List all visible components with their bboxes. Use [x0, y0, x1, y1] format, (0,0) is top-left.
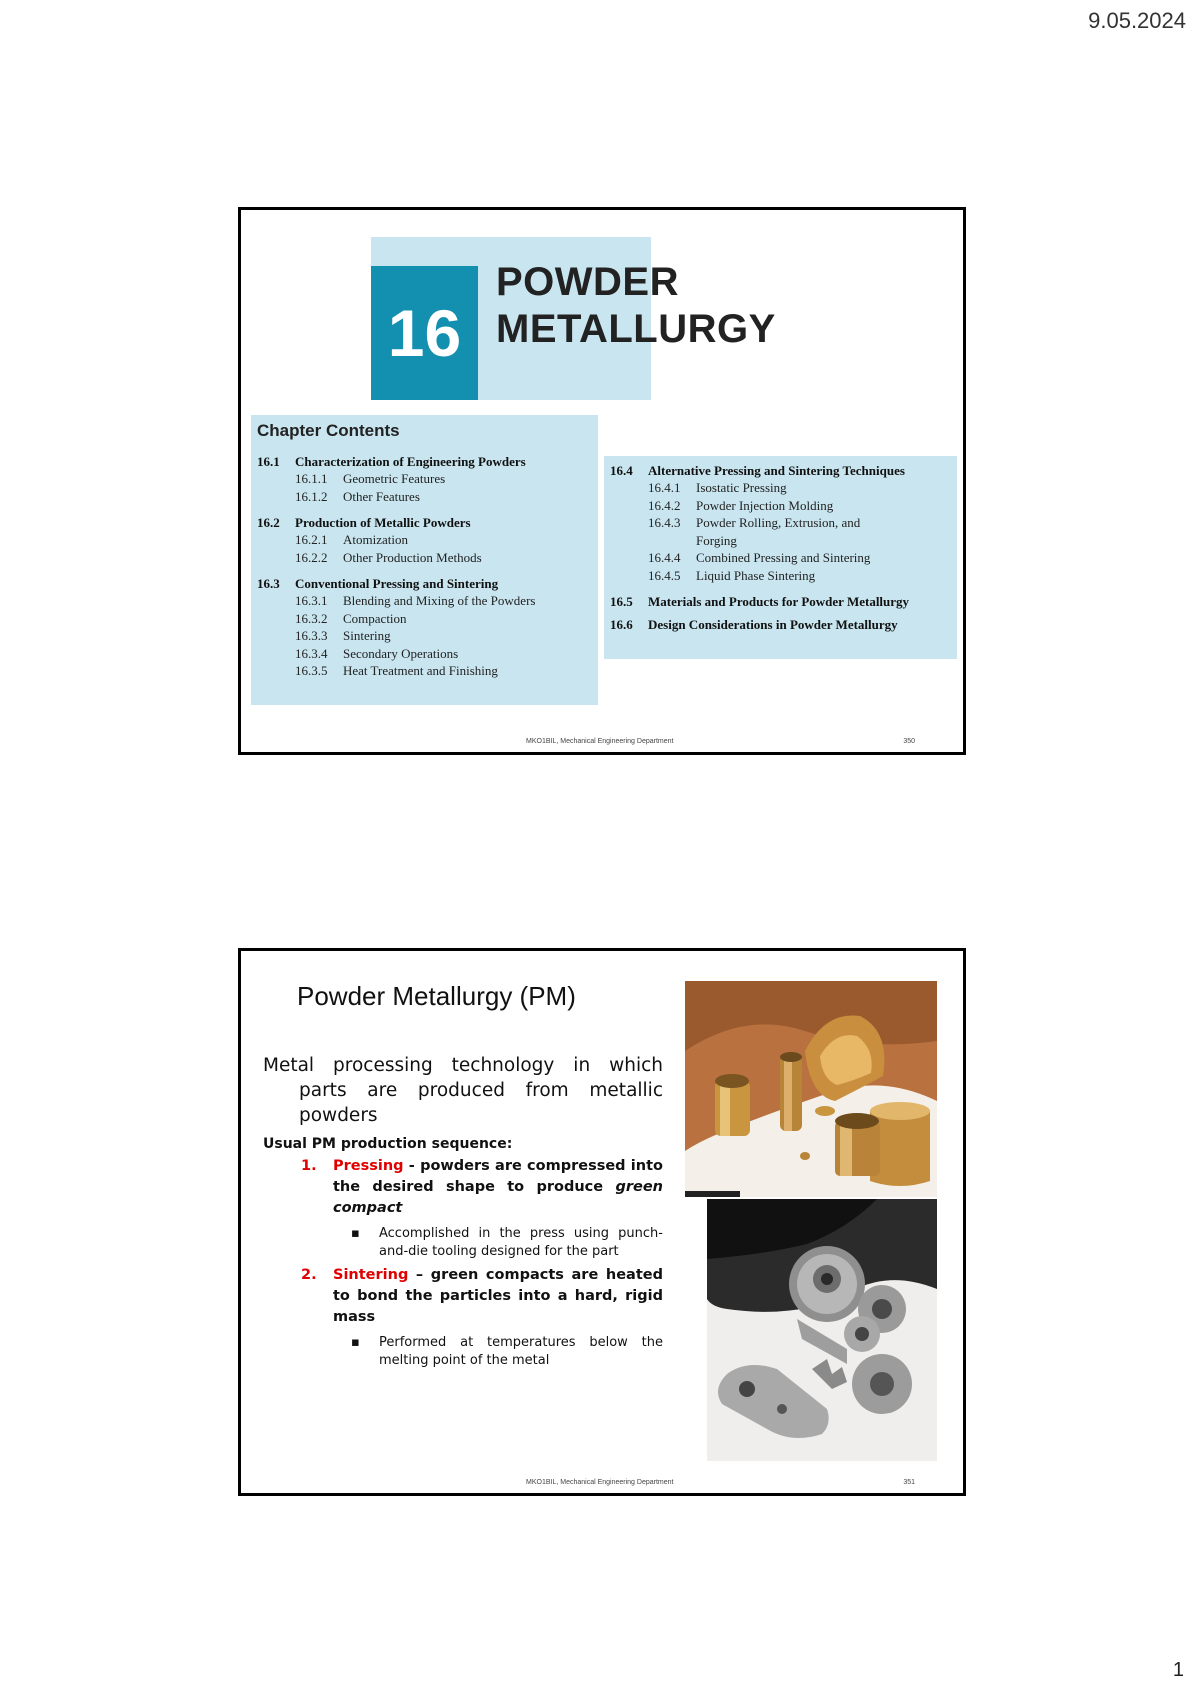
subsection-number: 16.1.1 — [295, 471, 328, 486]
subsection-number: 16.4.2 — [648, 497, 681, 513]
subsection-title: Geometric Features — [343, 471, 446, 486]
slide-body — [263, 1053, 663, 1370]
subsection-title: Powder Injection Molding — [696, 497, 834, 513]
section-title: Design Considerations in Powder Metallurgy — [648, 617, 898, 632]
subsection-title: Heat Treatment and Finishing — [343, 663, 498, 678]
step-text: powders are compressed into the desired shape to produce — [333, 1158, 663, 1195]
chapter-number: 16 — [371, 266, 478, 400]
subsection-number: 16.2.1 — [295, 532, 328, 547]
chapter-title-line2: METALLURGY — [496, 307, 776, 351]
slide-powder-metallurgy — [238, 948, 966, 1496]
subsection-title: Liquid Phase Sintering — [696, 567, 816, 583]
step-separator: - — [403, 1158, 421, 1174]
subsection-number: 16.4.5 — [648, 567, 681, 583]
subsection-number: 16.3.5 — [295, 663, 328, 678]
subsection-number: 16.2.2 — [295, 549, 328, 565]
step-emphasis: green compact — [333, 1179, 663, 1216]
subsection-title: Other Features — [343, 488, 420, 504]
step-pressing — [301, 1156, 663, 1219]
page-number: 1 — [1172, 1659, 1184, 1681]
page-date: 9.05.2024 — [1088, 8, 1186, 33]
subsection-title: Secondary Operations — [343, 645, 459, 661]
toc-section — [257, 514, 592, 566]
section-number: 16.3 — [257, 576, 280, 591]
subsection-number: 16.4.1 — [648, 480, 681, 495]
subsection-number: 16.1.2 — [295, 488, 328, 504]
bearings-photo — [685, 981, 937, 1197]
section-number: 16.6 — [610, 617, 633, 632]
footer-department: MKO1BIL, Mechanical Engineering Department — [526, 1479, 674, 1486]
footer-department: MKO1BIL, Mechanical Engineering Department — [526, 738, 674, 745]
section-title: Materials and Products for Powder Metallurgy — [648, 594, 910, 609]
bullet-icon: ▪ — [351, 1335, 360, 1350]
subsection-title: Powder Rolling, Extrusion, and Forging — [696, 515, 861, 548]
slide-chapter-contents — [238, 207, 966, 755]
sequence-heading: Usual PM production sequence: — [263, 1136, 513, 1152]
subsection-number: 16.3.2 — [295, 610, 328, 626]
subsection-title: Other Production Methods — [343, 549, 482, 565]
subsection-title: Atomization — [343, 532, 408, 547]
footer-slide-number: 351 — [903, 1479, 915, 1486]
section-title: Conventional Pressing and Sintering — [295, 576, 499, 591]
section-number: 16.5 — [610, 594, 633, 609]
subsection-title: Sintering — [343, 628, 391, 643]
toc-section — [257, 453, 592, 505]
subsection-number: 16.3.1 — [295, 593, 328, 608]
slide-title: Powder Metallurgy (PM) — [297, 981, 576, 1011]
subsection-number: 16.3.3 — [295, 628, 328, 643]
section-number: 16.1 — [257, 454, 280, 469]
section-title: Alternative Pressing and Sintering Techniques — [648, 463, 905, 478]
step-separator: – — [408, 1267, 431, 1283]
gears-photo — [707, 1199, 937, 1461]
footer-slide-number: 350 — [903, 738, 915, 745]
definition-text: Metal processing technology in which parts are produced from metallic powders — [263, 1055, 663, 1126]
step-term: Sintering — [333, 1267, 409, 1283]
bullet-text: Performed at temperatures below the melting point of the metal — [379, 1335, 663, 1368]
bullet-icon: ▪ — [351, 1226, 360, 1241]
subsection-title: Compaction — [343, 610, 407, 626]
subsection-title: Combined Pressing and Sintering — [696, 550, 871, 565]
section-number: 16.4 — [610, 463, 633, 478]
contents-heading: Chapter Contents — [257, 421, 400, 440]
section-title: Production of Metallic Powders — [295, 515, 471, 530]
step-bullet — [351, 1225, 663, 1261]
step-text: green compacts are heated to bond the particles into a hard, rigid mass — [333, 1267, 663, 1325]
toc-left-panel — [251, 415, 598, 705]
toc-section — [257, 575, 592, 680]
subsection-number: 16.4.4 — [648, 550, 681, 565]
step-sintering — [301, 1265, 663, 1328]
subsection-title: Blending and Mixing of the Powders — [343, 593, 536, 608]
section-number: 16.2 — [257, 515, 280, 530]
subsection-number: 16.4.3 — [648, 515, 681, 530]
step-number: 2. — [301, 1267, 317, 1283]
bullet-text: Accomplished in the press using punch-and-die tooling designed for the part — [379, 1226, 663, 1259]
subsection-number: 16.3.4 — [295, 645, 328, 661]
toc-right-panel — [604, 456, 957, 659]
step-bullet — [351, 1334, 663, 1370]
step-number: 1. — [301, 1158, 317, 1174]
section-title: Characterization of Engineering Powders — [295, 454, 526, 469]
toc-section — [610, 462, 951, 584]
chapter-title-line1: POWDER — [496, 260, 679, 304]
step-term: Pressing — [333, 1158, 404, 1174]
subsection-title: Isostatic Pressing — [696, 480, 787, 495]
